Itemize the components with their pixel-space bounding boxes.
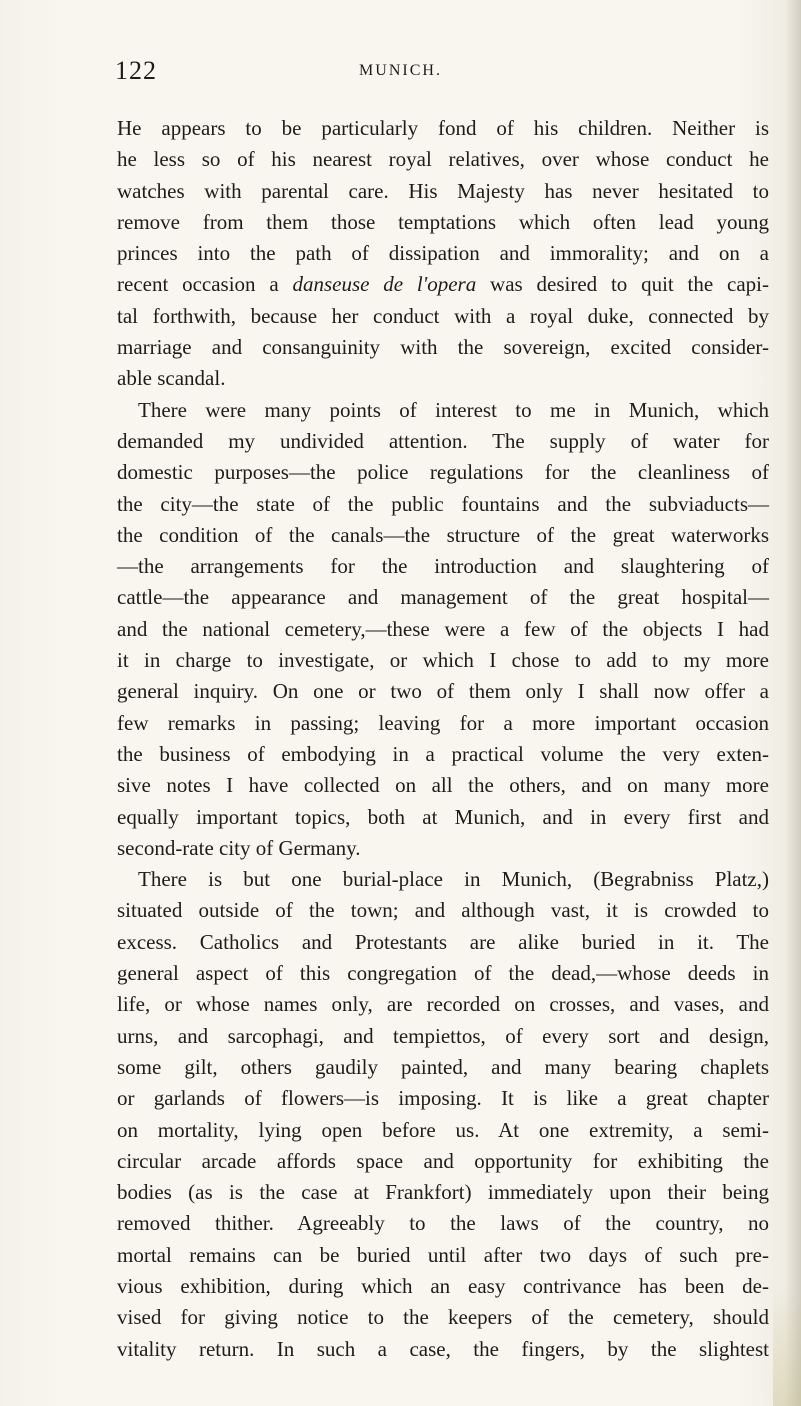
text-line: mortal remains can be buried until after two days of such pre- bbox=[117, 1242, 769, 1267]
page-edge-shadow bbox=[785, 0, 801, 1406]
text-line: cattle—the appearance and management of the great hospital— bbox=[117, 585, 769, 610]
text-line: the city—the state of the public fountains and the subviaducts— bbox=[117, 491, 769, 516]
text-line: There is but one burial-place in Munich, (Begrabniss Platz,) bbox=[138, 867, 769, 892]
text-line: remove from them those temptations which often lead young bbox=[117, 209, 769, 234]
text-line: urns, and sarcophagi, and tempiettos, of every sort and design, bbox=[117, 1023, 769, 1048]
text-line: life, or whose names only, are recorded on crosses, and vases, and bbox=[117, 992, 769, 1017]
paragraph bbox=[117, 113, 769, 395]
text-line: watches with parental care. His Majesty has never hesitated to bbox=[117, 178, 769, 203]
text-line: vitality return. In such a case, the fingers, by the slightest bbox=[117, 1336, 769, 1361]
text-line: on mortality, lying open before us. At one extremity, a semi- bbox=[117, 1117, 769, 1142]
text-line: domestic purposes—the police regulations for the cleanliness of bbox=[117, 460, 769, 485]
text-line: vious exhibition, during which an easy contrivance has been de- bbox=[117, 1273, 769, 1298]
text-line: princes into the path of dissipation and immorality; and on a bbox=[117, 241, 769, 266]
text-line bbox=[117, 269, 769, 300]
text-line: the condition of the canals—the structure of the great waterworks bbox=[117, 522, 769, 547]
paragraph bbox=[117, 864, 769, 1365]
text-line: excess. Catholics and Protestants are alike buried in it. The bbox=[117, 929, 769, 954]
text-line: marriage and consanguinity with the sovereign, excited consider- bbox=[117, 335, 769, 360]
text-line: it in charge to investigate, or which I chose to add to my more bbox=[117, 648, 769, 673]
text-run: recent occasion a bbox=[117, 272, 293, 297]
text-line: general inquiry. On one or two of them only I shall now offer a bbox=[117, 679, 769, 704]
text-line: second-rate city of Germany. bbox=[117, 835, 361, 860]
text-line: tal forthwith, because her conduct with a royal duke, connected by bbox=[117, 303, 769, 328]
paragraph bbox=[117, 395, 769, 864]
text-line: circular arcade affords space and opportunity for exhibiting the bbox=[117, 1148, 769, 1173]
running-head: MUNICH. bbox=[359, 62, 442, 79]
text-line: situated outside of the town; and although vast, it is crowded to bbox=[117, 898, 769, 923]
text-run: was desired to quit the capi- bbox=[476, 272, 769, 297]
italic-phrase: danseuse de l'opera bbox=[292, 272, 477, 297]
text-line: few remarks in passing; leaving for a more important occasion bbox=[117, 710, 769, 735]
text-line: —the arrangements for the introduction and slaughtering of bbox=[117, 554, 769, 579]
text-line: able scandal. bbox=[117, 366, 226, 391]
text-line: He appears to be particularly fond of his children. Neither is bbox=[117, 116, 769, 140]
body-text bbox=[117, 113, 769, 1365]
text-line: sive notes I have collected on all the others, and on many more bbox=[117, 773, 769, 798]
page-corner-stain bbox=[773, 1286, 801, 1406]
text-line: There were many points of interest to me in Munich, which bbox=[138, 397, 769, 422]
text-line: bodies (as is the case at Frankfort) immediately upon their being bbox=[117, 1180, 769, 1205]
text-line: equally important topics, both at Munich, and in every first and bbox=[117, 804, 769, 829]
text-line: he less so of his nearest royal relatives, over whose conduct he bbox=[117, 147, 769, 172]
text-line: demanded my undivided attention. The supply of water for bbox=[117, 428, 769, 453]
text-line: general aspect of this congregation of the dead,—whose deeds in bbox=[117, 961, 769, 986]
text-line: and the national cemetery,—these were a few of the objects I had bbox=[117, 616, 769, 641]
text-line: removed thither. Agreeably to the laws of the country, no bbox=[117, 1211, 769, 1236]
page-number: 122 bbox=[115, 56, 157, 85]
text-line: the business of embodying in a practical volume the very exten- bbox=[117, 741, 769, 766]
text-line: or garlands of flowers—is imposing. It is like a great chapter bbox=[117, 1086, 769, 1111]
text-line: some gilt, others gaudily painted, and many bearing chaplets bbox=[117, 1054, 769, 1079]
text-line: vised for giving notice to the keepers of the cemetery, should bbox=[117, 1305, 769, 1330]
